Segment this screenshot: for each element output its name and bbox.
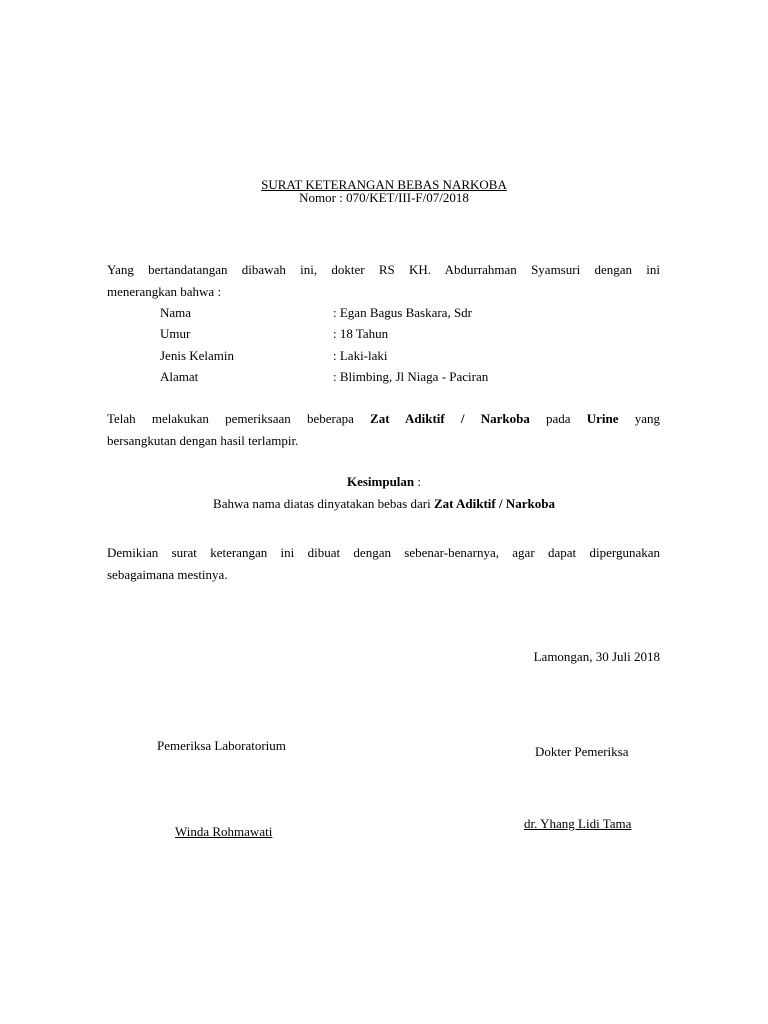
field-label-umur: Umur [160, 326, 191, 341]
place-date: Lamongan, 30 Juli 2018 [533, 649, 660, 664]
conclusion-text-bold: Zat Adiktif / Narkoba [433, 496, 555, 511]
exam-line-1 [107, 412, 660, 425]
exam-substance: Zat Adiktif / Narkoba [370, 411, 530, 426]
conclusion-text-plain: Bahwa nama diatas dinyatakan bebas dari [213, 496, 434, 511]
conclusion-heading-suffix: : [414, 474, 422, 489]
exam-sample: Urine [586, 411, 619, 426]
field-value-umur: : 18 Tahun [333, 326, 389, 341]
conclusion-text [0, 497, 768, 510]
intro-line-2: menerangkan bahwa : [107, 284, 222, 299]
field-value-alamat: : Blimbing, Jl Niaga - Paciran [333, 369, 489, 384]
document-number: Nomor : 070/KET/III-F/07/2018 [299, 190, 469, 205]
signature-left-role: Pemeriksa Laboratorium [157, 738, 286, 753]
exam-text-2: pada [529, 411, 587, 426]
conclusion-heading-text: Kesimpulan [346, 474, 415, 489]
conclusion-heading [0, 475, 768, 488]
signature-right-role: Dokter Pemeriksa [535, 744, 629, 759]
field-label-jenis-kelamin: Jenis Kelamin [160, 348, 235, 363]
field-label-nama: Nama [160, 305, 192, 320]
signature-right-name: dr. Yhang Lidi Tama [524, 816, 632, 831]
exam-line-2: bersangkutan dengan hasil terlampir. [107, 433, 299, 448]
signature-left-name: Winda Rohmawati [175, 824, 273, 839]
closing-line-1: Demikian surat keterangan ini dibuat dengan sebenar-benarnya, agar dapat dipergunakan [107, 545, 660, 560]
exam-text-3: yang [618, 411, 660, 426]
field-label-alamat: Alamat [160, 369, 199, 384]
exam-text-1: Telah melakukan pemeriksaan beberapa [107, 411, 371, 426]
document-title-text: SURAT KETERANGAN BEBAS NARKOBA [261, 177, 507, 192]
field-value-nama: : Egan Bagus Baskara, Sdr [333, 305, 473, 320]
closing-line-2: sebagaimana mestinya. [107, 567, 228, 582]
field-value-jenis-kelamin: : Laki-laki [333, 348, 388, 363]
intro-line-1: Yang bertandatangan dibawah ini, dokter RS KH. Abdurrahman Syamsuri dengan ini [107, 262, 660, 277]
